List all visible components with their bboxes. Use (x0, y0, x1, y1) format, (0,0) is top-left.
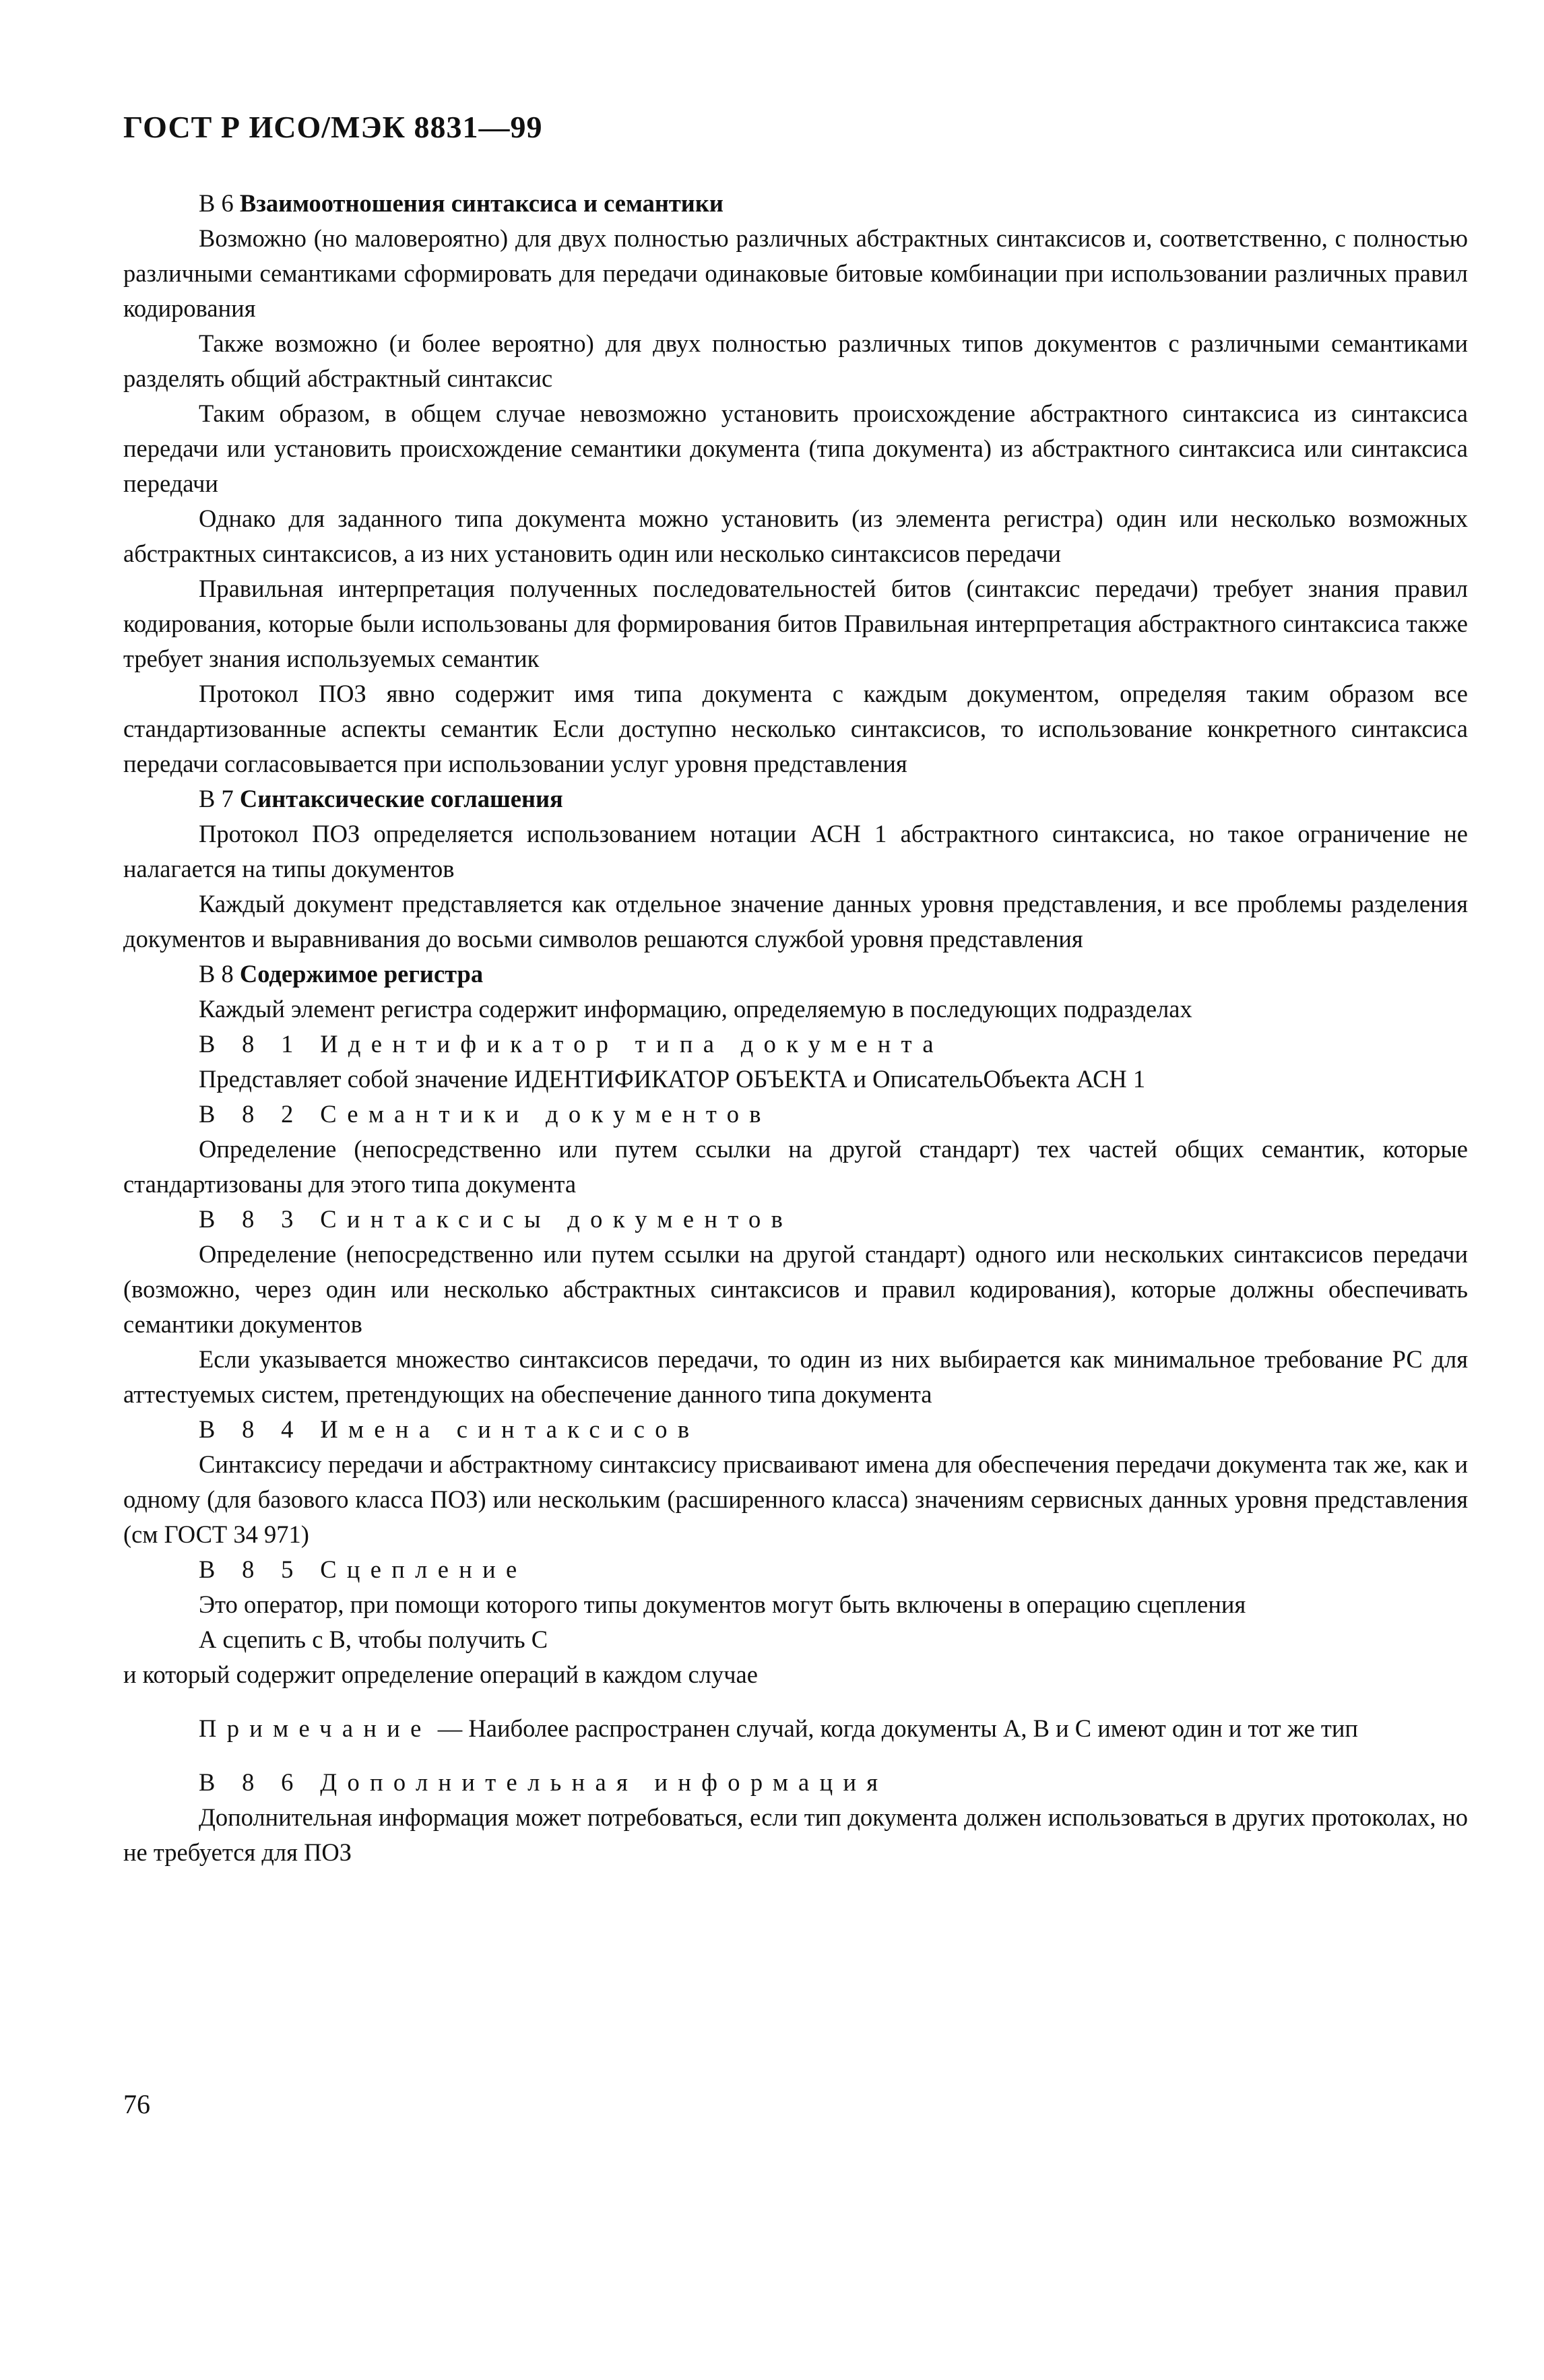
subsection-b84-heading (123, 1412, 1468, 1447)
page-header: ГОСТ Р ИСО/МЭК 8831—99 (123, 110, 543, 144)
subsection-title: Синтаксисы документов (320, 1205, 794, 1233)
subsection-number: В 8 4 (199, 1415, 304, 1443)
paragraph: Однако для заданного типа документа можно установить (из элемента регистра) один или несколько возможных абстрактных синтаксисов, а из них установить один или несколько синтаксисов передачи (123, 505, 1468, 567)
page-number: 76 (123, 2089, 150, 2119)
paragraph: Это оператор, при помощи которого типы документов могут быть включены в операцию сцепления (199, 1590, 1246, 1618)
paragraph: Протокол ПОЗ явно содержит имя типа документа с каждым документом, определяя таким образом все стандартизованные аспекты семантик Если доступно несколько синтаксисов, то использование конкретного синтаксиса передачи согласовывается при использовании услуг уровня представления (123, 680, 1468, 777)
subsection-b82-heading (123, 1097, 1468, 1132)
subsection-b83-heading (123, 1202, 1468, 1237)
subsection-number: В 8 1 (199, 1030, 304, 1058)
note (123, 1711, 1468, 1746)
section-b6-heading (123, 186, 1468, 221)
paragraph: Протокол ПОЗ определяется использованием нотации АСН 1 абстрактного синтаксиса, но такое ограничение не налагается на типы документов (123, 820, 1468, 882)
paragraph: Таким образом, в общем случае невозможно установить происхождение абстрактного синтаксиса из синтаксиса передачи или установить происхождение семантики документа (типа документа) из абстрактного синтаксиса или синтаксиса передачи (123, 399, 1468, 497)
subsection-b81-heading (123, 1027, 1468, 1062)
paragraph: и который содержит определение операций в каждом случае (123, 1661, 758, 1688)
subsection-b86-heading (123, 1765, 1468, 1800)
paragraph: Правильная интерпретация полученных последовательностей битов (синтаксис передачи) требует знания правил кодирования, которые были использованы для формирования битов Правильная интерпретация абстрактного синтаксиса также требует знания используемых семантик (123, 575, 1468, 672)
subsection-number: В 8 3 (199, 1205, 304, 1233)
formula-line: А сцепить с В, чтобы получить С (199, 1626, 548, 1653)
paragraph: Также возможно (и более вероятно) для двух полностью различных типов документов с различными семантиками разделять общий абстрактный синтаксис (123, 329, 1468, 392)
section-number: В 8 (199, 960, 234, 988)
paragraph: Определение (непосредственно или путем ссылки на другой стандарт) одного или нескольких синтаксисов передачи (возможно, через один или несколько абстрактных синтаксисов и правил кодирования), которые должны обеспечивать семантики документов (123, 1240, 1468, 1338)
paragraph: Каждый документ представляется как отдельное значение данных уровня представления, и все проблемы разделения документов и выравнивания до восьми символов решаются службой уровня представления (123, 890, 1468, 953)
subsection-title: Идентификатор типа документа (320, 1030, 944, 1058)
paragraph: Дополнительная информация может потребоваться, если тип документа должен использоваться в других протоколах, но не требуется для ПОЗ (123, 1803, 1468, 1866)
section-title: Синтаксические соглашения (239, 785, 563, 812)
section-title: Содержимое регистра (239, 960, 484, 988)
section-b7-heading (123, 781, 1468, 816)
subsection-b85-heading (123, 1552, 1468, 1587)
section-title: Взаимоотношения синтаксиса и семантики (239, 189, 723, 217)
subsection-number: В 8 6 (199, 1768, 304, 1796)
paragraph: Возможно (но маловероятно) для двух полностью различных абстрактных синтаксисов и, соответственно, с полностью различными семантиками сформировать для передачи одинаковые битовые комбинации при использовании различных правил кодирования (123, 224, 1468, 322)
note-text: — Наиболее распространен случай, когда документы А, В и С имеют один и тот же тип (431, 1714, 1358, 1742)
subsection-title: Имена синтаксисов (320, 1415, 700, 1443)
paragraph: Определение (непосредственно или путем ссылки на другой стандарт) тех частей общих семантик, которые стандартизованы для этого типа документа (123, 1135, 1468, 1198)
paragraph: Каждый элемент регистра содержит информацию, определяемую в последующих подразделах (199, 995, 1192, 1023)
section-number: В 6 (199, 189, 234, 217)
subsection-number: В 8 5 (199, 1555, 304, 1583)
paragraph: Представляет собой значение ИДЕНТИФИКАТОР ОБЪЕКТА и ОписательОбъекта АСН 1 (199, 1065, 1146, 1093)
subsection-number: В 8 2 (199, 1100, 304, 1128)
section-number: В 7 (199, 785, 234, 812)
section-b8-heading (123, 957, 1468, 992)
body-text (123, 186, 1468, 1870)
paragraph: Если указывается множество синтаксисов передачи, то один из них выбирается как минимальное требование РС для аттестуемых систем, претендующих на обеспечение данного типа документа (123, 1345, 1468, 1408)
subsection-title: Дополнительная информация (320, 1768, 889, 1796)
note-label: Примечание (199, 1714, 432, 1742)
subsection-title: Семантики документов (320, 1100, 771, 1128)
subsection-title: Сцепление (320, 1555, 527, 1583)
paragraph: Синтаксису передачи и абстрактному синтаксису присваивают имена для обеспечения передачи документа так же, как и одному (для базового класса ПОЗ) или нескольким (расширенного класса) значениям сервисных данных уровня представления (см ГОСТ 34 971) (123, 1450, 1468, 1548)
